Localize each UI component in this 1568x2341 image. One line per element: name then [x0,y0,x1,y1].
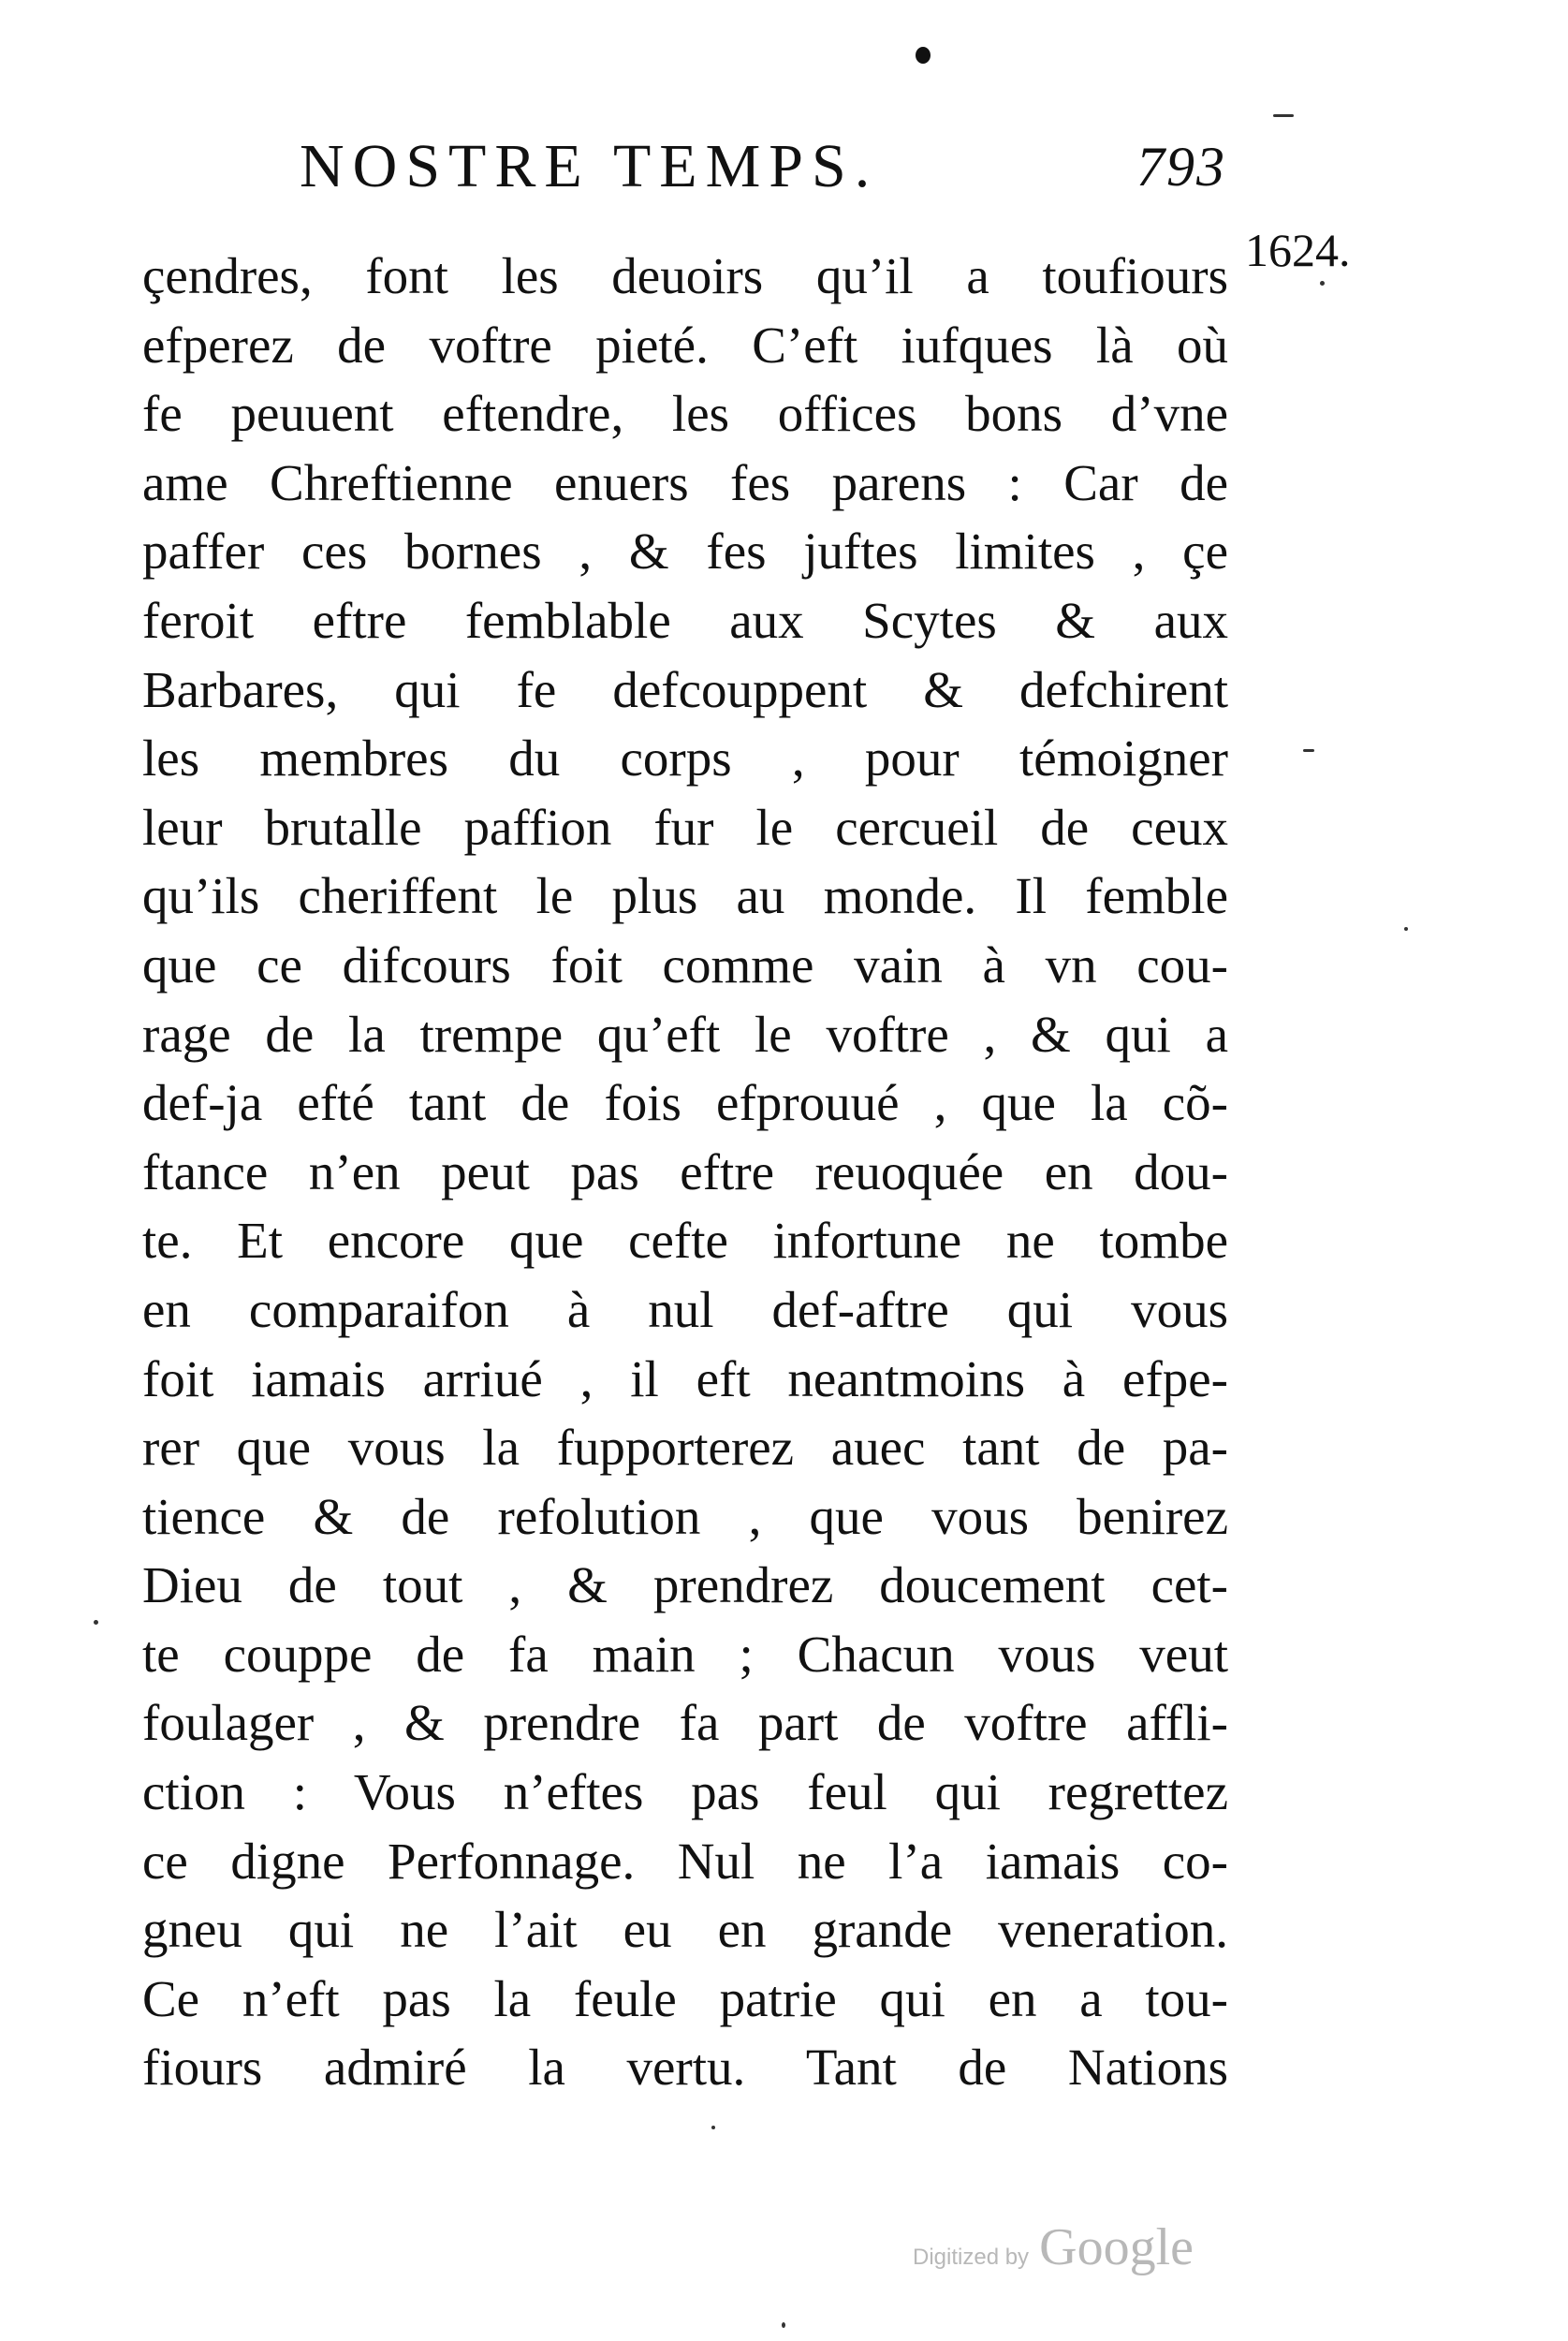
text-line: Dieu de tout , & prendrez doucement cet- [142,1556,1228,1614]
running-head: NOSTRE TEMPS. [300,132,879,200]
text-line: paffer ces bornes , & fes juftes limites , çe [142,523,1228,581]
text-line: rer que vous la fupporterez auec tant de pa- [142,1419,1228,1477]
text-line: ce digne Perfonnage. Nul ne l’a iamais co- [142,1832,1228,1890]
watermark-prefix: Digitized by [913,2245,1030,2270]
scan-speck [1273,114,1294,117]
text-line: tience & de refolution , que vous benirez [142,1487,1228,1545]
text-line: efperez de voftre pieté. C’eft iufques là où [142,316,1228,374]
text-line: les membres du corps , pour témoigner [142,729,1228,788]
page-header [300,131,1226,206]
text-line: feroit eftre femblable aux Scytes & aux [142,591,1228,649]
text-line: çendres, font les deuoirs qu’il a toufiours [142,247,1228,304]
text-line: fiours admiré la vertu. Tant de Nations [142,2039,1228,2097]
ink-blot [916,47,931,64]
text-line: qu’ils cheriffent le plus au monde. Il femble [142,867,1228,925]
text-line: te couppe de fa main ; Chacun vous veut [142,1625,1228,1683]
digitization-watermark [913,2217,1231,2292]
watermark-brand-logo: Google [1039,2218,1194,2276]
text-line: ction : Vous n’eftes pas feul qui regrettez [142,1763,1228,1821]
scan-speck [1303,749,1314,752]
text-line: foit iamais arriué , il eft neantmoins à efpe- [142,1349,1228,1407]
text-line: rage de la trempe qu’eft le voftre , & qui a [142,1005,1228,1063]
margin-year-note: 1624. [1245,224,1351,276]
text-line: ame Chreftienne enuers fes parens : Car de [142,453,1228,511]
text-line: Ce n’eft pas la feule patrie qui en a tou- [142,1969,1228,2027]
scan-speck [782,2322,785,2328]
text-line: gneu qui ne l’ait eu en grande veneration. [142,1901,1228,1959]
body-text [142,242,1228,2102]
text-line: ftance n’en peut pas eftre reuoquée en dou- [142,1142,1228,1200]
text-line: Barbares, qui fe defcouppent & defchirent [142,660,1228,718]
scan-speck [1320,281,1325,286]
text-line: foulager , & prendre fa part de voftre affli- [142,1694,1228,1752]
text-line: fe peuuent eftendre, les offices bons d’vne [142,385,1228,443]
scan-speck [94,1620,98,1625]
text-line: en comparaifon à nul def-aftre qui vous [142,1280,1228,1338]
text-line: te. Et encore que cefte infortune ne tombe [142,1212,1228,1270]
scan-speck [711,2126,715,2129]
page-number: 793 [1136,136,1226,198]
scan-speck [1404,927,1408,931]
text-line: que ce difcours foit comme vain à vn cou- [142,935,1228,994]
text-line: def-ja efté tant de fois efprouué , que la cõ- [142,1074,1228,1132]
text-line: leur brutalle paffion fur le cercueil de ceux [142,798,1228,856]
